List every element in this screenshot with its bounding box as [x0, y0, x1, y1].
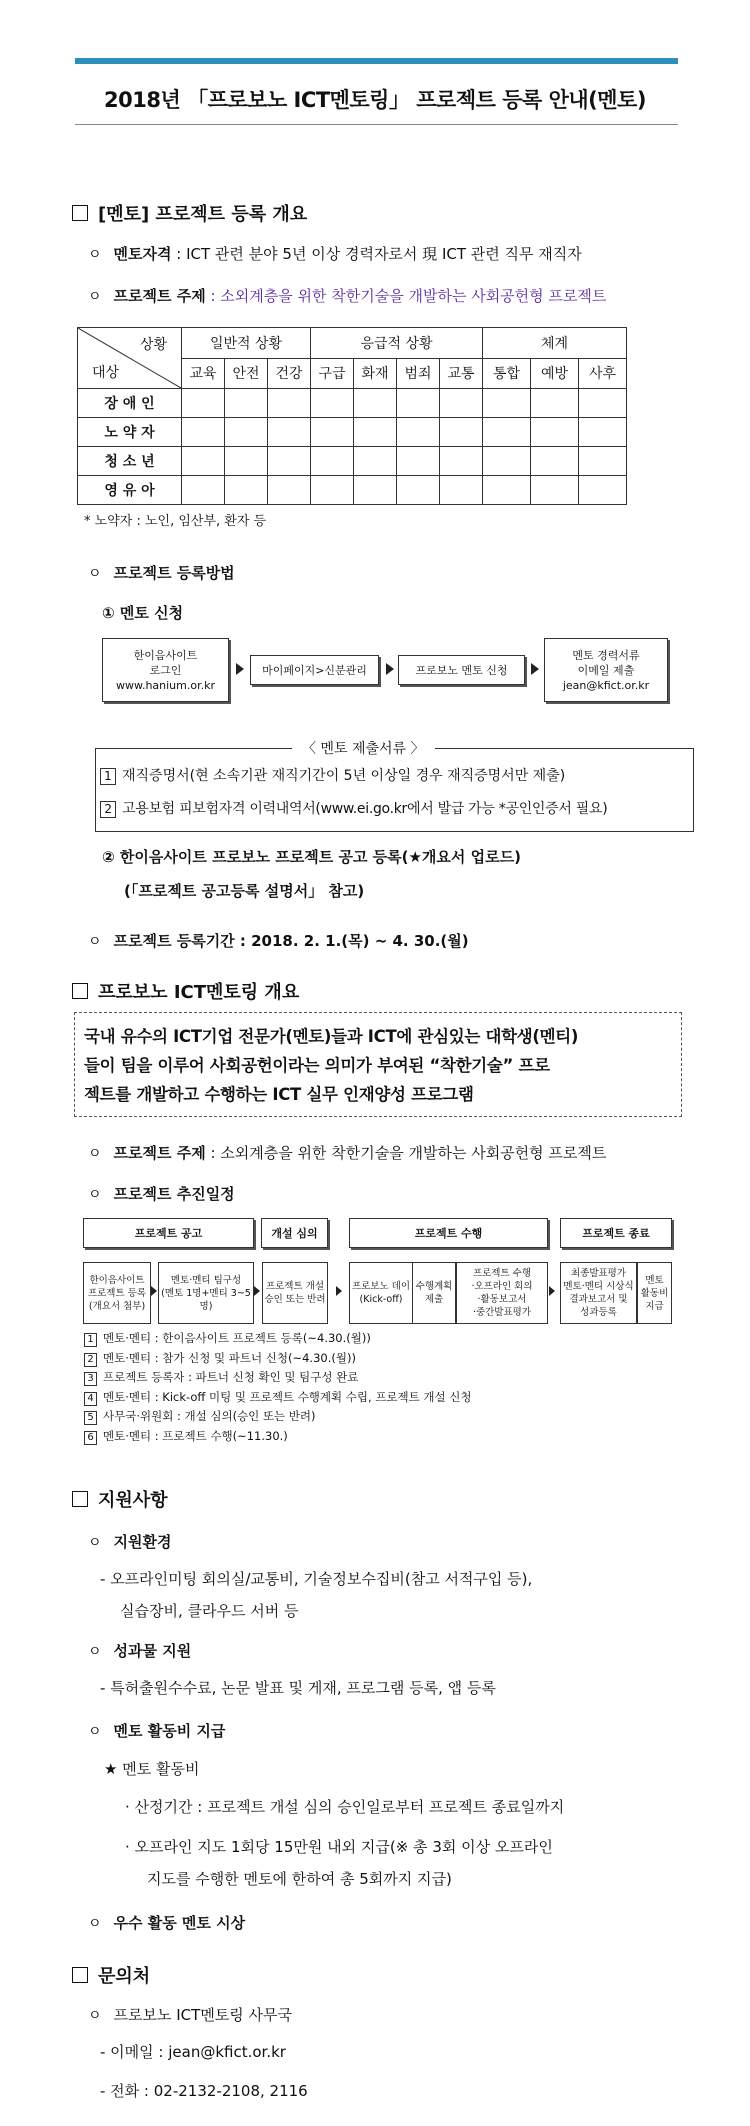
schedule-note-text: 멘토·멘티 : Kick-off 미팅 및 프로젝트 수행계획 수립, 프로젝트 개설 신청	[103, 1389, 472, 1404]
table-cell	[531, 476, 579, 505]
step1-heading: ① 멘토 신청	[102, 604, 184, 622]
schedule-notes	[84, 1329, 472, 1446]
title-divider	[75, 124, 678, 125]
number-box: 1	[84, 1333, 97, 1347]
theme-label: 프로젝트 주제	[113, 287, 206, 305]
table-corner-cell	[78, 328, 182, 389]
section1-heading	[72, 200, 307, 226]
number-box: 2	[84, 1353, 97, 1367]
circle-bullet-icon: ㅇ	[88, 1535, 102, 1551]
award-heading-text: 우수 활동 멘토 시상	[113, 1914, 246, 1932]
table-cell	[483, 389, 531, 418]
circle-bullet-icon: ㅇ	[88, 934, 102, 950]
table-cell	[182, 389, 225, 418]
number-box: 5	[84, 1411, 97, 1425]
circle-bullet-icon: ㅇ	[88, 1916, 102, 1932]
intro-text	[84, 1022, 578, 1109]
org-text: 프로보노 ICT멘토링 사무국	[113, 2006, 293, 2024]
bullet-line: 지도를 수행한 멘토에 한하여 총 5회까지 지급)	[147, 1870, 452, 1888]
number-box: 2	[100, 801, 116, 818]
arrow-right-icon	[236, 663, 244, 675]
table-cell	[268, 447, 311, 476]
table-row-header: 노 약 자	[78, 418, 182, 447]
table-cell	[440, 418, 483, 447]
section1-heading-text: [멘토] 프로젝트 등록 개요	[98, 204, 308, 225]
table-group-header: 체계	[483, 328, 627, 359]
schedule-note	[84, 1427, 472, 1447]
arrow-right-icon	[336, 1286, 342, 1296]
period-text: 프로젝트 등록기간 : 2018. 2. 1.(목) ~ 4. 30.(월)	[113, 932, 469, 950]
table-cell	[483, 447, 531, 476]
table-column-header: 사후	[579, 358, 627, 389]
qualification-line	[88, 243, 582, 266]
table-cell	[311, 476, 354, 505]
theme-line-2	[88, 1142, 606, 1165]
table-cell	[268, 476, 311, 505]
schedule-step: 한이음사이트 프로젝트 등록 (개요서 첨부)	[83, 1262, 151, 1324]
table-group-header: 응급적 상황	[311, 328, 483, 359]
arrow-right-icon	[151, 1286, 157, 1296]
flow-step-login: 한이음사이트 로그인 www.hanium.or.kr	[102, 638, 229, 702]
schedule-step: 프로보노 데이 (Kick-off)	[349, 1262, 413, 1324]
table-cell	[579, 476, 627, 505]
table-cell	[397, 447, 440, 476]
theme-text: : 소외계층을 위한 착한기술을 개발하는 사회공헌형 프로젝트	[205, 287, 607, 305]
circle-bullet-icon: ㅇ	[88, 2008, 102, 2024]
fee-heading-text: 멘토 활동비 지급	[113, 1722, 226, 1740]
star-line: ★ 멘토 활동비	[104, 1760, 200, 1778]
table-cell	[311, 418, 354, 447]
corner-top-label: 상황	[139, 337, 167, 353]
table-row-header: 장 애 인	[78, 389, 182, 418]
number-box: 1	[100, 768, 116, 785]
step2-heading: ② 한이음사이트 프로보노 프로젝트 공고 등록(★개요서 업로드)	[102, 848, 521, 866]
table-cell	[225, 447, 268, 476]
table-column-header: 교육	[182, 358, 225, 389]
qualification-text: : ICT 관련 분야 5년 이상 경력자로서 現 ICT 관련 직무 재직자	[171, 245, 582, 263]
table-note: * 노약자 : 노인, 임산부, 환자 등	[84, 514, 267, 529]
schedule-step: 프로젝트 수행 ·오프라인 회의 ·활동보고서 ·중간발표평가	[456, 1262, 548, 1324]
env-heading-text: 지원환경	[113, 1533, 172, 1551]
number-box: 6	[84, 1431, 97, 1445]
table-row-header: 영 유 아	[78, 476, 182, 505]
arrow-right-icon	[254, 1286, 260, 1296]
table-cell	[225, 389, 268, 418]
table-cell	[311, 389, 354, 418]
schedule-note-text: 멘토·멘티 : 참가 신청 및 파트너 신청(~4.30.(월))	[103, 1350, 356, 1365]
intro-line: 젝트를 개발하고 수행하는 ICT 실무 인재양성 프로그램	[84, 1085, 474, 1104]
table-cell	[225, 418, 268, 447]
table-cell	[440, 476, 483, 505]
table-cell	[225, 476, 268, 505]
fee-heading	[88, 1720, 225, 1743]
arrow-right-icon	[531, 663, 539, 675]
org-line	[88, 2004, 292, 2027]
table-group-header: 일반적 상황	[182, 328, 311, 359]
phase-execute: 프로젝트 수행	[349, 1218, 548, 1248]
theme-line	[88, 285, 606, 308]
schedule-step: 최종발표평가 멘토·멘티 시상식 결과보고서 및 성과등록	[560, 1262, 637, 1324]
table-column-header: 화재	[354, 358, 397, 389]
schedule-heading-text: 프로젝트 추진일정	[113, 1185, 235, 1203]
document-item	[100, 798, 607, 818]
circle-bullet-icon: ㅇ	[88, 289, 102, 305]
intro-line: 들이 팀을 이루어 사회공헌이라는 의미가 부여된 “착한기술” 프로	[84, 1056, 550, 1075]
checkbox-square-icon	[72, 983, 88, 999]
table-cell	[354, 476, 397, 505]
table-row	[78, 389, 627, 418]
table-cell	[397, 476, 440, 505]
env-line: - 오프라인미팅 회의실/교통비, 기술정보수집비(참고 서적구입 등),	[100, 1570, 533, 1588]
theme-label: 프로젝트 주제	[113, 1144, 206, 1162]
table-cell	[397, 418, 440, 447]
award-heading	[88, 1912, 245, 1935]
document-item	[100, 765, 565, 785]
circle-bullet-icon: ㅇ	[88, 1644, 102, 1660]
schedule-note-text: 멘토·멘티 : 한이음사이트 프로젝트 등록(~4.30.(월))	[103, 1331, 371, 1345]
section3-heading	[72, 1486, 168, 1512]
schedule-note	[84, 1368, 472, 1388]
schedule-note-text: 사무국·위원회 : 개설 심의(승인 또는 반려)	[103, 1409, 316, 1423]
section4-heading	[72, 1962, 150, 1988]
table-cell	[579, 418, 627, 447]
section2-heading-text: 프로보노 ICT멘토링 개요	[98, 982, 300, 1003]
table-cell	[579, 447, 627, 476]
step2-reference: (「프로젝트 공고등록 설명서」 참고)	[124, 882, 365, 900]
table-cell	[182, 418, 225, 447]
flow-step-email: 멘토 경력서류 이메일 제출 jean@kfict.or.kr	[544, 638, 668, 702]
checkbox-square-icon	[72, 205, 88, 221]
method-heading-text: 프로젝트 등록방법	[113, 564, 235, 582]
env-heading	[88, 1531, 172, 1554]
circle-bullet-icon: ㅇ	[88, 1187, 102, 1203]
arrow-right-icon	[549, 1286, 555, 1296]
circle-bullet-icon: ㅇ	[88, 1724, 102, 1740]
document-text: 재직증명서(현 소속기관 재직기간이 5년 이상일 경우 재직증명서만 제출)	[122, 768, 566, 784]
table-cell	[311, 447, 354, 476]
result-heading	[88, 1640, 191, 1663]
table-cell	[440, 447, 483, 476]
period-line	[88, 930, 469, 953]
circle-bullet-icon: ㅇ	[88, 247, 102, 263]
circle-bullet-icon: ㅇ	[88, 1146, 102, 1162]
table-cell	[483, 418, 531, 447]
section2-heading	[72, 978, 299, 1004]
flow-step-apply: 프로보노 멘토 신청	[398, 655, 525, 685]
circle-bullet-icon: ㅇ	[88, 566, 102, 582]
section3-heading-text: 지원사항	[98, 1490, 168, 1511]
schedule-note	[84, 1388, 472, 1408]
phase-review: 개설 심의	[261, 1218, 328, 1248]
table-column-header: 안전	[225, 358, 268, 389]
theme-text: : 소외계층을 위한 착한기술을 개발하는 사회공헌형 프로젝트	[205, 1144, 607, 1162]
schedule-note	[84, 1329, 472, 1349]
email-line: - 이메일 : jean@kfict.or.kr	[100, 2043, 286, 2061]
schedule-note-text: 멘토·멘티 : 프로젝트 수행(~11.30.)	[103, 1428, 288, 1443]
documents-box	[95, 748, 694, 832]
table-row	[78, 418, 627, 447]
table-row	[78, 476, 627, 505]
bullet-line: · 오프라인 지도 1회당 15만원 내외 지급(※ 총 3회 이상 오프라인	[125, 1838, 553, 1856]
schedule-step: 멘토·멘티 팀구성 (멘토 1명+멘티 3~5명)	[158, 1262, 254, 1324]
schedule-step: 멘토 활동비 지급	[637, 1262, 672, 1324]
phase-announce: 프로젝트 공고	[83, 1218, 254, 1248]
schedule-step: 프로젝트 개설 승인 또는 반려	[262, 1262, 328, 1324]
documents-title: 〈 멘토 제출서류 〉	[292, 738, 435, 758]
table-cell	[182, 476, 225, 505]
table-cell	[483, 476, 531, 505]
table-cell	[268, 389, 311, 418]
page-title: 2018년 「프로보노 ICT멘토링」 프로젝트 등록 안내(멘토)	[104, 88, 646, 112]
phone-line: - 전화 : 02-2132-2108, 2116	[100, 2082, 308, 2100]
phase-close: 프로젝트 종료	[560, 1218, 672, 1248]
table-column-header: 범죄	[397, 358, 440, 389]
corner-bottom-label: 대상	[92, 365, 120, 381]
table-row	[78, 447, 627, 476]
section4-heading-text: 문의처	[98, 1966, 151, 1987]
header-accent-bar	[75, 58, 678, 64]
table-cell	[531, 389, 579, 418]
table-cell	[354, 447, 397, 476]
schedule-step: 수행계획 제출	[412, 1262, 456, 1324]
method-heading	[88, 562, 235, 585]
document-text: 고용보험 피보험자격 이력내역서(www.ei.go.kr에서 발급 가능 *공인인증서 필요)	[122, 801, 608, 817]
table-cell	[268, 418, 311, 447]
table-column-header: 건강	[268, 358, 311, 389]
env-line: 실습장비, 클라우드 서버 등	[120, 1602, 299, 1620]
intro-line: 국내 유수의 ICT기업 전문가(멘토)들과 ICT에 관심있는 대학생(멘티)	[84, 1027, 579, 1046]
table-cell	[397, 389, 440, 418]
situation-table	[77, 327, 627, 505]
table-column-header: 교통	[440, 358, 483, 389]
schedule-heading	[88, 1183, 235, 1206]
bullet-line: · 산정기간 : 프로젝트 개설 심의 승인일로부터 프로젝트 종료일까지	[125, 1798, 565, 1816]
table-column-header: 예방	[531, 358, 579, 389]
arrow-right-icon	[386, 663, 394, 675]
checkbox-square-icon	[72, 1967, 88, 1983]
result-line: - 특허출원수수료, 논문 발표 및 게재, 프로그램 등록, 앱 등록	[100, 1679, 496, 1697]
table-cell	[182, 447, 225, 476]
flow-step-mypage: 마이페이지>신분관리	[250, 655, 379, 685]
table-row-header: 청 소 년	[78, 447, 182, 476]
checkbox-square-icon	[72, 1491, 88, 1507]
table-cell	[440, 389, 483, 418]
table-column-header: 구급	[311, 358, 354, 389]
table-cell	[531, 447, 579, 476]
table-cell	[579, 389, 627, 418]
number-box: 3	[84, 1372, 97, 1386]
number-box: 4	[84, 1392, 97, 1406]
table-cell	[354, 418, 397, 447]
schedule-note	[84, 1349, 472, 1369]
qualification-label: 멘토자격	[113, 245, 172, 263]
table-column-header: 통합	[483, 358, 531, 389]
schedule-note-text: 프로젝트 등록자 : 파트너 신청 확인 및 팀구성 완료	[103, 1370, 359, 1384]
table-cell	[531, 418, 579, 447]
schedule-note	[84, 1407, 472, 1427]
table-cell	[354, 389, 397, 418]
result-heading-text: 성과물 지원	[113, 1642, 192, 1660]
